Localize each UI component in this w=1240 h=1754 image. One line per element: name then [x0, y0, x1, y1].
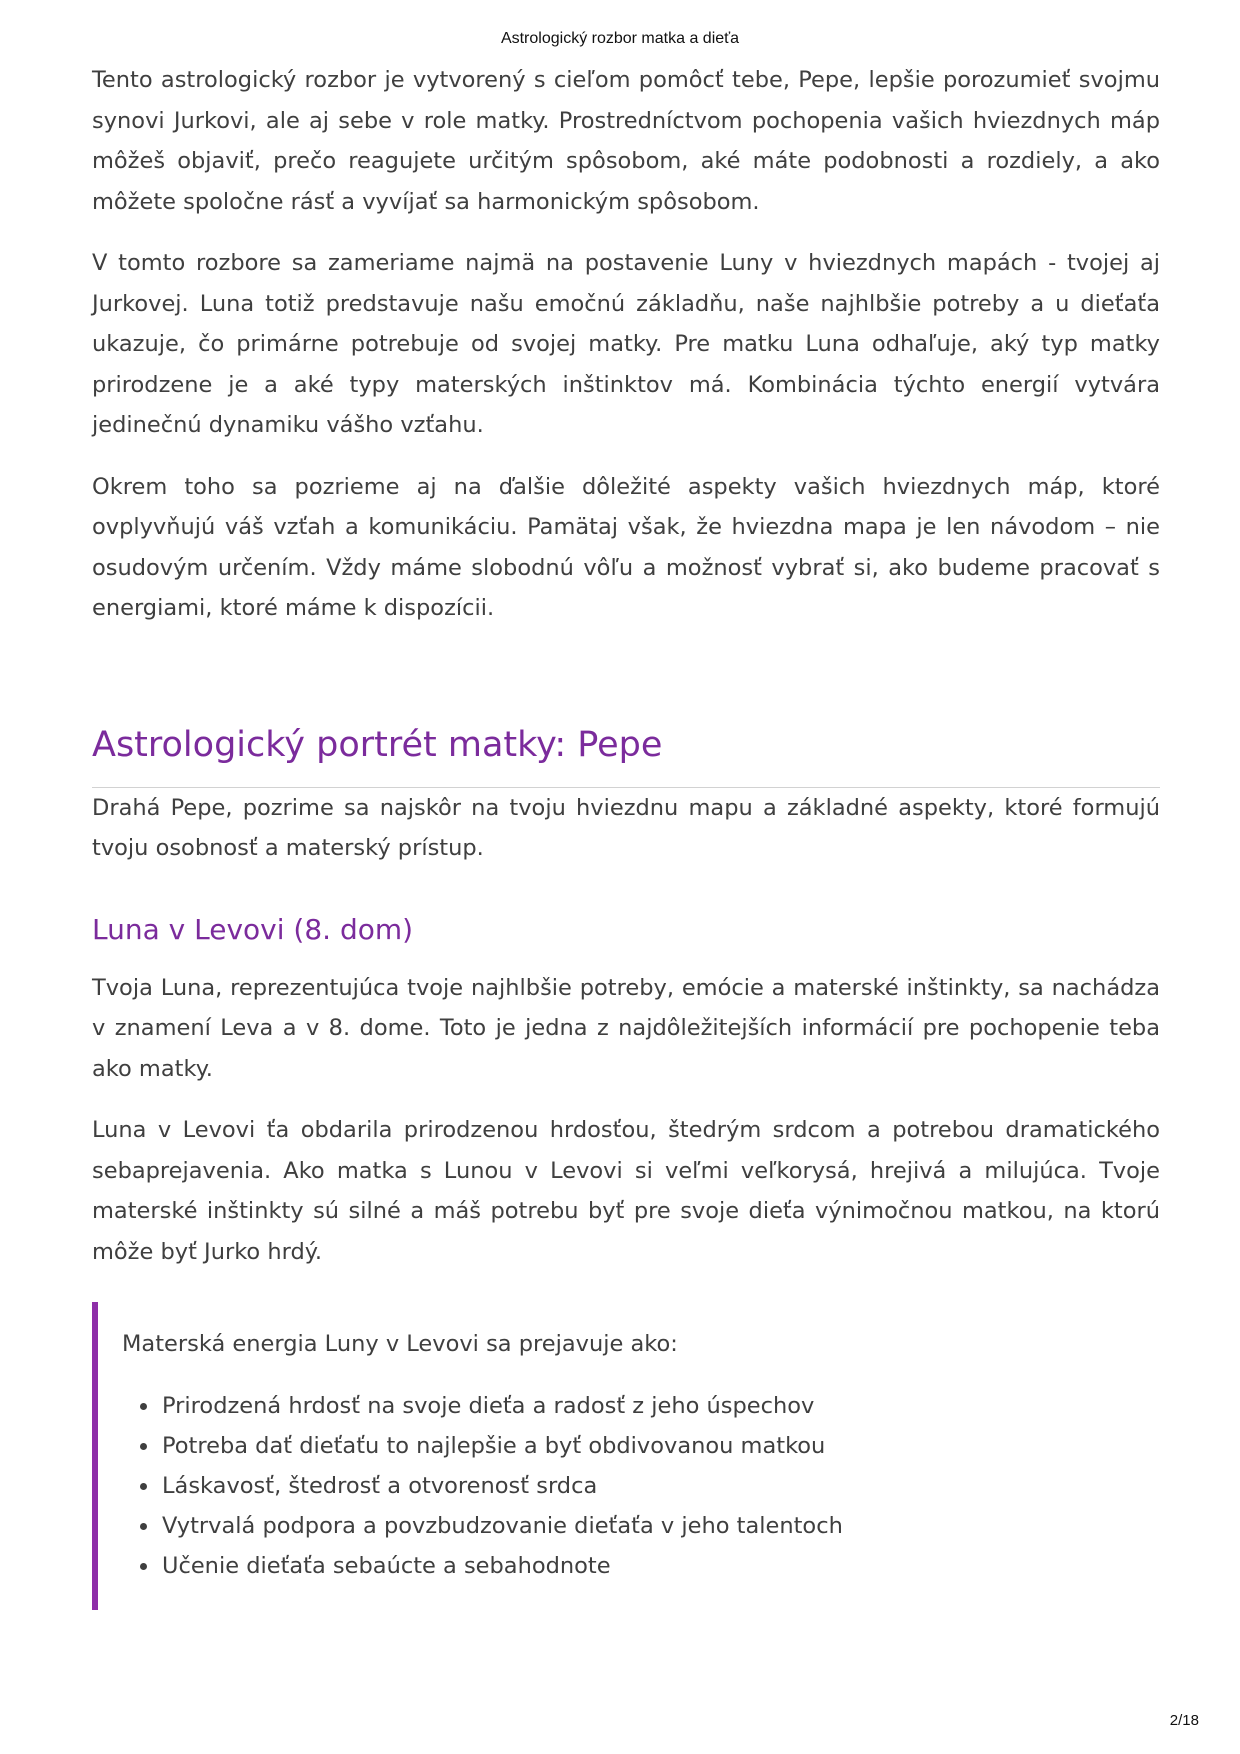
subsection-heading: Luna v Levovi (8. dom) — [92, 912, 414, 946]
callout-list — [122, 1386, 1160, 1586]
subsection-paragraph-2: Luna v Levovi ťa obdarila prirodzenou hrdosťou, štedrým srdcom a potrebou dramatického sebaprejavenia. Ako matka s Lunou v Levovi si veľmi veľkorysá, hrejivá a milujúca. Tvoje materské inštinkty sú silné a máš potrebu byť pre svoje dieťa výnimočnou matkou, na ktorú môže byť Jurko hrdý. — [92, 1117, 1160, 1265]
section-intro-paragraph: Drahá Pepe, pozrime sa najskôr na tvoju hviezdnu mapu a základné aspekty, ktoré formujú tvoju osobnosť a materský prístup. — [92, 794, 1160, 861]
document-content — [92, 60, 1160, 1610]
callout-intro: Materská energia Luny v Levovi sa prejavuje ako: — [122, 1331, 678, 1357]
list-item: • Prirodzená hrdosť na svoje dieťa a radosť z jeho úspechov — [160, 1386, 1160, 1426]
document-header-title: Astrologický rozbor matka a dieťa — [500, 30, 740, 47]
list-item: • Potreba dať dieťaťu to najlepšie a byť obdivovanou matkou — [160, 1426, 1160, 1466]
intro-paragraph-1: Tento astrologický rozbor je vytvorený s cieľom pomôcť tebe, Pepe, lepšie porozumieť svojmu synovi Jurkovi, ale aj sebe v role matky. Prostredníctvom pochopenia vašich hviezdnych máp môžeš objaviť, prečo reagujete určitým spôsobom, aké máte podobnosti a rozdiely, a ako môžete spoločne rásť a vyvíjať sa harmonickým spôsobom. — [92, 67, 1160, 215]
page-number: 2/18 — [1169, 1712, 1199, 1729]
list-item: • Láskavosť, štedrosť a otvorenosť srdca — [160, 1466, 1160, 1506]
intro-paragraph-2: V tomto rozbore sa zameriame najmä na postavenie Luny v hviezdnych mapách - tvojej aj Jurkovej. Luna totiž predstavuje našu emočnú základňu, naše najhlbšie potreby a u dieťaťa ukazuje, čo primárne potrebuje od svojej matky. Pre matku Luna odhaľuje, aký typ matky prirodzene je a aké typy materských inštinktov má. Kombinácia týchto energií vytvára jedinečnú dynamiku vášho vzťahu. — [92, 250, 1160, 438]
section-heading: Astrologický portrét matky: Pepe — [92, 720, 1160, 788]
list-item: • Vytrvalá podpora a povzbudzovanie dieťaťa v jeho talentoch — [160, 1506, 1160, 1546]
list-item: • Učenie dieťaťa sebaúcte a sebahodnote — [160, 1546, 1160, 1586]
intro-paragraph-3: Okrem toho sa pozrieme aj na ďalšie dôležité aspekty vašich hviezdnych máp, ktoré ovplyvňujú váš vzťah a komunikáciu. Pamätaj však, že hviezdna mapa je len návodom – nie osudovým určením. Vždy máme slobodnú vôľu a možnosť vybrať si, ako budeme pracovať s energiami, ktoré máme k dispozícii. — [92, 473, 1160, 621]
subsection-paragraph-1: Tvoja Luna, reprezentujúca tvoje najhlbšie potreby, emócie a materské inštinkty, sa nachádza v znamení Leva a v 8. dome. Toto je jedna z najdôležitejších informácií pre pochopenie teba ako matky. — [92, 974, 1160, 1082]
callout-box — [92, 1302, 1160, 1610]
